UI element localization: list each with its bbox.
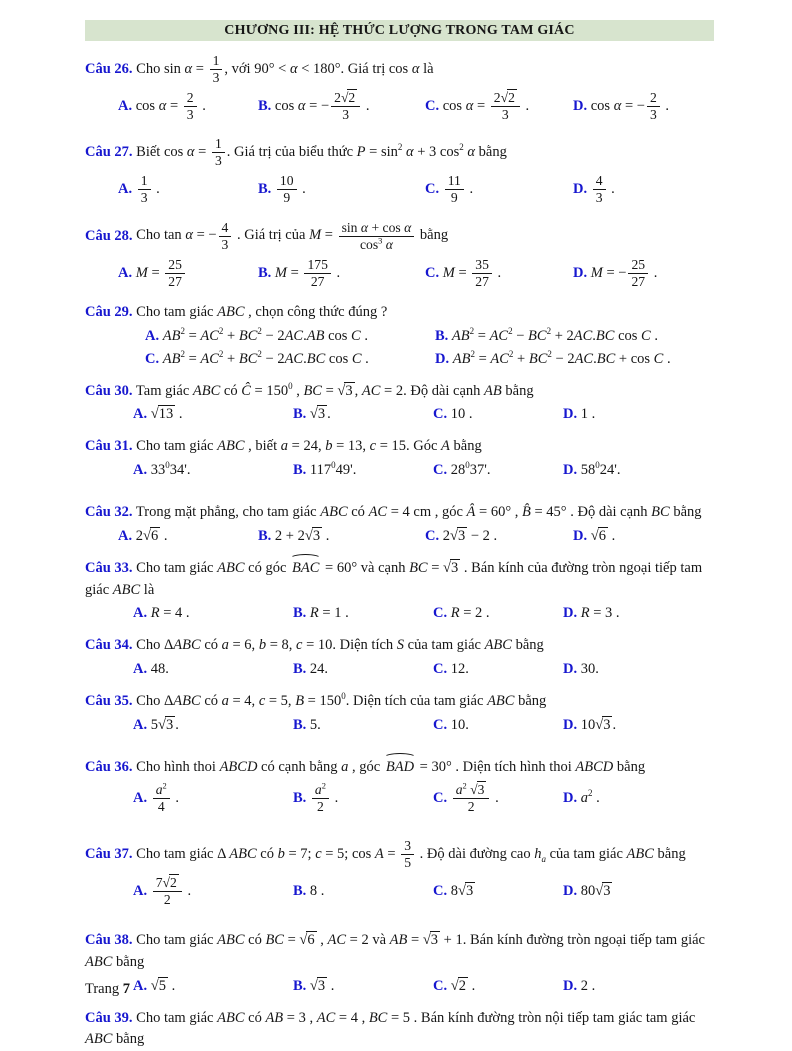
question-number: Câu 29. <box>85 303 133 320</box>
answer-option: D. $\frac{4}{3}$ . <box>573 173 615 206</box>
answer-row <box>85 404 714 425</box>
answer-letter: C. <box>433 605 448 622</box>
answer-option: A. 48. <box>133 661 169 678</box>
answer-option: B. 2 + 2√3 . <box>258 527 330 544</box>
answer-letter: D. <box>563 882 578 899</box>
answer-row <box>85 603 714 624</box>
question-text <box>85 436 714 458</box>
answer-letter: A. <box>118 181 133 198</box>
page-footer <box>85 981 130 998</box>
answer-letter: D. <box>573 181 588 198</box>
answer-letter: C. <box>425 264 440 281</box>
answer-option: B. $117^049'$. <box>293 460 357 479</box>
answer-letter: B. <box>293 605 307 622</box>
answer-letter: B. <box>293 882 307 899</box>
answer-letter: C. <box>433 977 448 994</box>
question-block <box>85 135 714 207</box>
question-text <box>85 52 714 87</box>
question-statement: Cho tam giác ABC , biết a = 24, b = 13, c = 15. Góc A bằng <box>136 438 482 455</box>
question-number: Câu 27. <box>85 144 133 161</box>
question-text <box>85 837 714 872</box>
question-block <box>85 757 714 816</box>
question-text <box>85 757 714 779</box>
question-block <box>85 691 714 736</box>
answer-letter: C. <box>425 98 440 115</box>
question-text <box>85 302 714 324</box>
answer-option: D. $AB^2 = AC^2 + BC^2 - 2AC.BC + \cos C$ . <box>435 348 671 367</box>
answer-option: B. √3 . <box>293 406 331 423</box>
question-text-cont: giác ABC là <box>85 581 155 598</box>
question-statement: Trong mặt phẳng, cho tam giác ABC có AC = 4 cm , góc Â = 60° , B̂ = 45° . Độ dài cạnh BC bằng <box>135 504 702 521</box>
question-text <box>85 635 714 657</box>
answer-row <box>85 976 714 997</box>
question-block <box>85 502 714 547</box>
question-number: Câu 30. <box>85 382 133 399</box>
answer-letter: A. <box>133 462 148 479</box>
answer-letter: B. <box>435 327 449 344</box>
answer-letter: C. <box>425 181 440 198</box>
answer-option: B. 5. <box>293 716 321 733</box>
footer-label: Trang <box>85 981 120 997</box>
answer-letter: A. <box>133 789 148 806</box>
answer-row <box>85 172 714 207</box>
answer-letter: D. <box>563 406 578 423</box>
answer-option: D. cos α = − $\frac{2}{3}$ . <box>573 90 669 123</box>
answer-letter: D. <box>563 789 578 806</box>
answer-letter: D. <box>435 350 450 367</box>
answer-row <box>85 256 714 291</box>
answer-option: A. 5√3 . <box>133 716 179 733</box>
answer-letter: C. <box>433 661 448 678</box>
question-statement: Cho tam giác Δ ABC có b = 7; c = 5; cos A = $\frac{3}{5}$ . Độ dài đường cao $h_a$ của tam giác ABC bằng <box>136 837 686 870</box>
answer-letter: D. <box>573 527 588 544</box>
answer-option: D. $58^024'$. <box>563 460 621 479</box>
question-text <box>85 135 714 170</box>
question-statement: Cho tam giác ABC có AB = 3 , AC = 4 , BC = 5 . Bán kính đường tròn nội tiếp tam giác tam giác <box>136 1009 696 1026</box>
question-number: Câu 31. <box>85 438 133 455</box>
answer-letter: C. <box>433 789 448 806</box>
answer-option: A. $\frac{7√2}{2}$ . <box>133 874 192 907</box>
answer-letter: D. <box>563 977 578 994</box>
question-statement: Cho tam giác ABC có góc BAC = 60° và cạnh BC = √3 . Bán kính của đường tròn ngoại tiếp tam <box>136 560 702 576</box>
question-statement: Cho tan α = − $\frac{4}{3}$ . Giá trị của M = $\frac{\text{sin α + cos α}}{\cos^3 \alpha}$ bằng <box>136 219 449 252</box>
answer-letter: C. <box>433 462 448 479</box>
question-text <box>85 219 714 254</box>
answer-option: C. 2√3 − 2 . <box>425 527 498 544</box>
answer-letter: A. <box>133 977 148 994</box>
question-list <box>85 52 714 1051</box>
chapter-title: CHƯƠNG III: HỆ THỨC LƯỢNG TRONG TAM GIÁC <box>224 23 575 38</box>
answer-option: A. √5 . <box>133 977 176 994</box>
answer-row <box>85 781 714 816</box>
chapter-header <box>85 20 714 41</box>
answer-letter: B. <box>258 98 272 115</box>
answer-letter: A. <box>118 527 133 544</box>
answer-option: C. cos α = $\frac{2√2}{3}$ . <box>425 90 530 123</box>
question-statement: Cho sin α = $\frac{1}{3}$ , với 90° < α < 180°. Giá trị cos α là <box>136 53 434 86</box>
answer-letter: C. <box>433 882 448 899</box>
question-block <box>85 558 714 625</box>
question-number: Câu 36. <box>85 758 133 775</box>
question-block <box>85 837 714 909</box>
question-text-cont: ABC bằng <box>85 1031 145 1048</box>
answer-letter: B. <box>293 789 307 806</box>
answer-letter: C. <box>145 350 160 367</box>
question-block <box>85 1008 714 1051</box>
answer-letter: D. <box>573 98 588 115</box>
answer-option: C. $\frac{a^2 √3}{2}$ . <box>433 780 499 814</box>
answer-option: D. 30. <box>563 661 599 678</box>
question-text <box>85 502 714 524</box>
answer-option: A. M = $\frac{25}{27}$ <box>118 256 258 291</box>
answer-option: B. $\frac{a^2}{2}$ . <box>293 780 339 814</box>
question-number: Câu 32. <box>85 504 133 521</box>
answer-option: D. 2 . <box>563 977 596 994</box>
answer-letter: A. <box>133 882 148 899</box>
answer-letter: A. <box>145 327 160 344</box>
question-block <box>85 381 714 426</box>
answer-option: B. $AB^2 = AC^2 - BC^2 + 2AC.BC$ cos C . <box>435 325 658 344</box>
answer-row <box>85 874 714 909</box>
question-text <box>85 381 714 403</box>
answer-letter: B. <box>293 716 307 733</box>
question-number: Câu 34. <box>85 637 133 654</box>
answer-option: D. R = 3 . <box>563 605 620 622</box>
answer-option: B. M = $\frac{175}{27}$ . <box>258 256 341 289</box>
answer-letter: D. <box>563 462 578 479</box>
answer-option: C. $28^037'$. <box>433 460 491 479</box>
question-statement: Cho hình thoi ABCD có cạnh bằng a , góc BAD = 30° . Diện tích hình thoi ABCD bằng <box>136 759 645 775</box>
answer-row <box>85 460 714 481</box>
answer-option: A. $33^034'$. <box>133 460 191 479</box>
answer-row <box>85 526 714 547</box>
question-statement: Cho ΔABC có a = 4, c = 5, $B = 150^0$. Diện tích của tam giác ABC bằng <box>136 691 547 710</box>
answer-option: B. √3 . <box>293 977 335 994</box>
question-number: Câu 35. <box>85 693 133 710</box>
answer-option: A. $\frac{a^2}{4}$ . <box>133 780 180 814</box>
answer-option: C. $AB^2 = AC^2 + BC^2 - 2AC.BC$ cos C . <box>145 348 369 367</box>
answer-option: A. $\frac{1}{3}$ . <box>118 173 160 206</box>
answer-letter: C. <box>425 527 440 544</box>
question-number: Câu 37. <box>85 845 133 862</box>
question-text <box>85 691 714 713</box>
answer-option: A. R = 4 . <box>133 605 190 622</box>
question-number: Câu 38. <box>85 932 133 948</box>
question-block <box>85 219 714 291</box>
answer-option: C. 12. <box>433 661 469 678</box>
answer-letter: D. <box>563 661 578 678</box>
answer-letter: D. <box>563 716 578 733</box>
question-statement: Cho ΔABC có a = 6, b = 8, c = 10. Diện tích S của tam giác ABC bằng <box>136 637 544 654</box>
answer-option: C. 8√3 <box>433 882 474 899</box>
answer-option: B. R = 1 . <box>293 605 349 622</box>
answer-letter: A. <box>133 406 148 423</box>
question-text-cont: ABC bằng <box>85 953 145 970</box>
question-text <box>85 1008 714 1030</box>
answer-option: D. $a^2$ . <box>563 787 600 806</box>
answer-letter: B. <box>293 406 307 423</box>
answer-letter: B. <box>293 661 307 678</box>
question-text <box>85 930 714 952</box>
question-statement: Cho tam giác ABC , chọn công thức đúng ? <box>136 303 388 320</box>
question-number: Câu 26. <box>85 60 133 77</box>
answer-option: C. $\frac{11}{9}$ . <box>425 173 474 206</box>
question-block <box>85 302 714 370</box>
answer-option: C. 10. <box>433 716 469 733</box>
answer-letter: B. <box>293 977 307 994</box>
question-statement: Cho tam giác ABC có BC = √6 , AC = 2 và AB = √3 + 1. Bán kính đường tròn ngoại tiếp tam giác <box>136 932 705 948</box>
answer-row <box>85 659 714 680</box>
answer-row <box>85 89 714 124</box>
answer-letter: A. <box>133 716 148 733</box>
answer-option: B. 8 . <box>293 882 325 899</box>
question-text <box>85 558 714 580</box>
question-block <box>85 930 714 997</box>
answer-row <box>85 715 714 736</box>
answer-option: D. √6 . <box>573 527 616 544</box>
answer-letter: A. <box>118 98 133 115</box>
answer-option: A. √13 . <box>133 406 183 423</box>
answer-letter: D. <box>563 605 578 622</box>
answer-option: C. M = $\frac{35}{27}$ . <box>425 256 502 289</box>
answer-option: C. √2 . <box>433 977 476 994</box>
answer-option: A. cos α = $\frac{2}{3}$ . <box>118 90 206 123</box>
answer-letter: A. <box>133 661 148 678</box>
question-statement: Tam giác ABC có Ĉ = $150^0$ , BC = √3 , AC = 2. Độ dài cạnh AB bằng <box>135 380 534 399</box>
answer-letter: B. <box>258 264 272 281</box>
question-block <box>85 52 714 124</box>
answer-option: D. 80√3 <box>563 882 611 899</box>
answer-letter: A. <box>118 264 133 281</box>
answer-row <box>85 326 714 370</box>
answer-option: C. R = 2 . <box>433 605 490 622</box>
answer-option: B. cos α = − $\frac{2√2}{3}$ . <box>258 90 370 123</box>
answer-option: D. M = − $\frac{25}{27}$ . <box>573 256 658 289</box>
answer-option: D. 10√3 . <box>563 716 617 733</box>
answer-letter: C. <box>433 716 448 733</box>
question-number: Câu 39. <box>85 1009 133 1026</box>
answer-option: B. $\frac{10}{9}$ . <box>258 173 306 206</box>
answer-option: A. $AB^2 = AC^2 + BC^2 - 2AC.AB$ cos C . <box>145 325 368 344</box>
answer-option: A. 2√6 . <box>118 527 168 544</box>
question-block <box>85 635 714 680</box>
question-statement: Biết cos α = $\frac{1}{3}$ . Giá trị của biểu thức $P = \sin^2 \alpha + 3$ $\cos^2 \alpha$ bằng <box>136 136 507 169</box>
answer-option: C. 10 . <box>433 406 473 423</box>
question-number: Câu 28. <box>85 227 133 244</box>
answer-letter: D. <box>573 264 588 281</box>
answer-letter: C. <box>433 406 448 423</box>
answer-letter: B. <box>258 181 272 198</box>
question-block <box>85 436 714 481</box>
answer-letter: A. <box>133 605 148 622</box>
question-number: Câu 33. <box>85 559 133 576</box>
answer-letter: B. <box>293 462 307 479</box>
answer-option: B. 24. <box>293 661 329 678</box>
answer-letter: B. <box>258 527 272 544</box>
answer-option: D. 1 . <box>563 406 596 423</box>
page-number: 7 <box>122 981 130 997</box>
